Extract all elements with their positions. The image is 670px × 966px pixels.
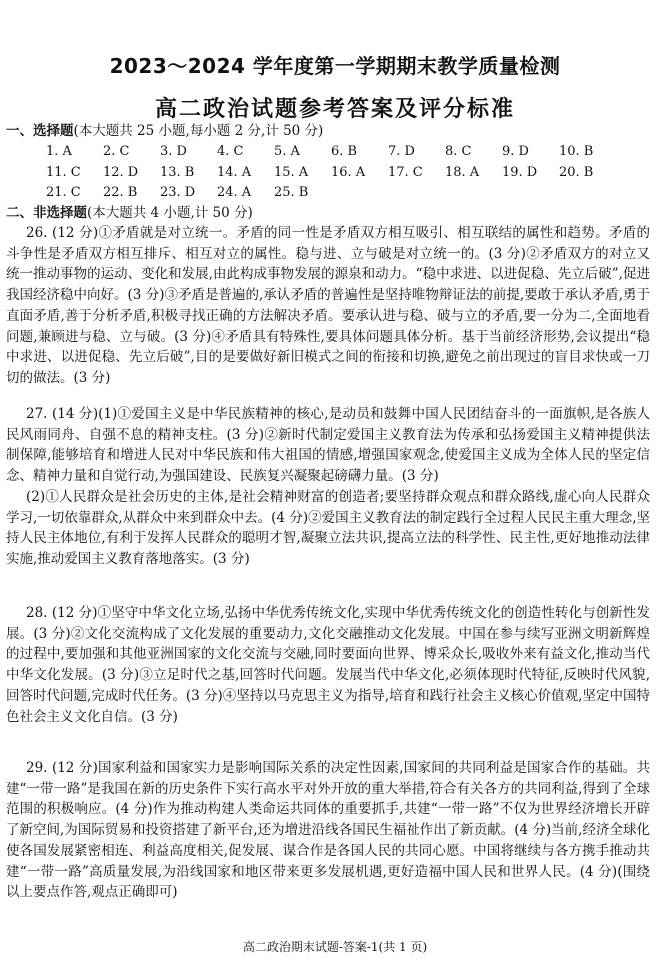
answer-item: 19. D [502,164,538,180]
answer-item: 10. B [559,144,594,159]
answer-item: 8. C [445,144,472,159]
answer-item: 14. A [217,164,252,180]
answer-item: 12. D [103,164,139,180]
q28-text: 28. (12 分)①坚守中华文化立场,弘扬中华优秀传统文化,实现中华优秀传统文化的创造性转化与创新性发展。(3 分)②文化交流构成了文化发展的重要动力,文化交融推动文化发展。中国在参与续写亚洲文明新辉煌的过程中,要加强和其他亚洲国家的文化交流与交融,同时要面向世界、博采众长,吸收外来有益文化,推动当代中华文化发展。(3 分)③立足时代之基,回答时代问题。发展当代中华文化,必须体现时代特征,反映时代风貌,回答时代问题,完成时代任务。(3 分)④坚持以马克思主义为指导,培育和践行社会主义核心价值观,坚定中国特色社会主义文化自信。(3 分) [6,605,650,725]
answer-item: 22. B [103,185,138,200]
answer-item: 16. A [331,164,366,180]
answer-item: 24. A [217,185,252,200]
answer-item: 17. C [388,164,423,180]
document-subtitle: 高二政治试题参考答案及评分标准 [154,97,515,122]
q27-part1-text: 27. (14 分)(1)①爱国主义是中华民族精神的核心,是动员和鼓舞中国人民团结奋斗的一面旗帜,是各族人民风雨同舟、自强不息的精神支柱。(3 分)②新时代制定爱国主义教育法为传承和弘扬爱国主义精神提供法制保障,能够培育和增进人民对中华民族和伟大祖国的情感,增强国家观念,使爱国主义成为全体人民的坚定信念、精神力量和自觉行动,为强国建设、民族复兴凝聚起磅礴力量。(3 分) [6,406,650,485]
answer-item: 25. B [274,185,309,200]
section1-heading: 一、选择题 [6,123,74,139]
answer-item: 3. D [160,144,187,159]
q27-part2-text: (2)①人民群众是社会历史的主体,是社会精神财富的创造者;要坚持群众观点和群众路线,虚心向人民群众学习,一切依靠群众,从群众中来到群众中去。(4 分)②爱国主义教育法的制定践行全过程人民民主重大理念,坚持人民主体地位,有利于发挥人民群众的聪明才智,凝聚立法共识,提高立法的科学性、民主性,更好地推动法律实施,推动爱国主义教育落地落实。(3 分) [6,488,650,567]
q26-text: 26. (12 分)①矛盾就是对立统一。矛盾的同一性是矛盾双方相互吸引、相互联结的属性和趋势。矛盾的斗争性是矛盾双方相互排斥、相互对立的属性。稳与进、立与破是对立统一的。(3 分)②矛盾双方的对立又统一推动事物的运动、变化和发展,由此构成事物发展的源泉和动力。“稳中求进、以进促稳、先立后破”,促进我国经济稳中向好。(3 分)③矛盾是普遍的,承认矛盾的普遍性是坚持唯物辩证法的前提,要敢于承认矛盾,勇于直面矛盾,善于分析矛盾,积极寻找正确的方法解决矛盾。要承认进与稳、破与立的矛盾,要一分为二,全面地看问题,兼顾进与稳、立与破。(3 分)④矛盾具有特殊性,要具体问题具体分析。基于当前经济形势,会议提出“稳中求进、以进促稳、先立后破”,目的是要做好新旧模式之间的衔接和切换,避免之前出现过的盲目求快或一刀切的做法。(3 分) [6,225,650,386]
answer-item: 9. D [502,144,529,159]
answer-item: 7. D [388,144,415,159]
question-28-answer [6,603,650,727]
section2-header [6,203,253,223]
answer-row [46,163,646,184]
exam-title: 2023～2024 学年度第一学期期末教学质量检测 [109,54,561,78]
question-26-answer [6,223,650,389]
answer-item: 15. A [274,164,309,180]
q29-text: 29. (12 分)国家利益和国家实力是影响国际关系的决定性因素,国家间的共同利益是国家合作的基础。共建“一带一路”是我国在新的历史条件下实行高水平对外开放的重大举措,符合有关各方的共同利益,得到了全球范围的积极响应。(4 分)作为推动构建人类命运共同体的重要抓手,共建“一带一路”不仅为世界经济增长开辟了新空间,为国际贸易和投资搭建了新平台,还为增进沿线各国民生福祉作出了新贡献。(4 分)当前,经济全球化使各国发展紧密相连、利益高度相关,促发展、谋合作是各国人民的共同心愿。中国将继续与各方携手推动共建“一带一路”高质量发展,为沿线国家和地区带来更多发展机遇,更好造福中国人民和世界人民。(4 分)(围绕以上要点作答,观点正确即可) [6,760,650,901]
answer-item: 4. C [217,144,244,159]
answer-item: 23. D [160,185,196,200]
section1-header [6,121,323,141]
question-29-answer [6,758,650,903]
answer-item: 21. C [46,185,81,200]
section2-heading: 二、非选择题 [6,205,87,221]
answer-row [46,142,646,163]
section1-note: (本大题共 25 小题,每小题 2 分,计 50 分) [73,123,324,139]
answer-item: 1. A [46,144,72,159]
answer-item: 20. B [559,164,594,180]
page-footer: 高二政治期末试题-答案-1(共 1 页) [242,940,428,954]
answer-item: 18. A [445,164,480,180]
section2-note: (本大题共 4 小题,计 50 分) [87,205,253,221]
answer-item: 13. B [160,164,195,180]
answer-item: 5. A [274,144,300,159]
answer-item: 2. C [103,144,130,159]
question-27-answer [6,404,650,570]
answer-grid [46,142,646,204]
answer-row [46,183,646,204]
answer-item: 6. B [331,144,358,159]
answer-item: 11. C [46,164,81,180]
